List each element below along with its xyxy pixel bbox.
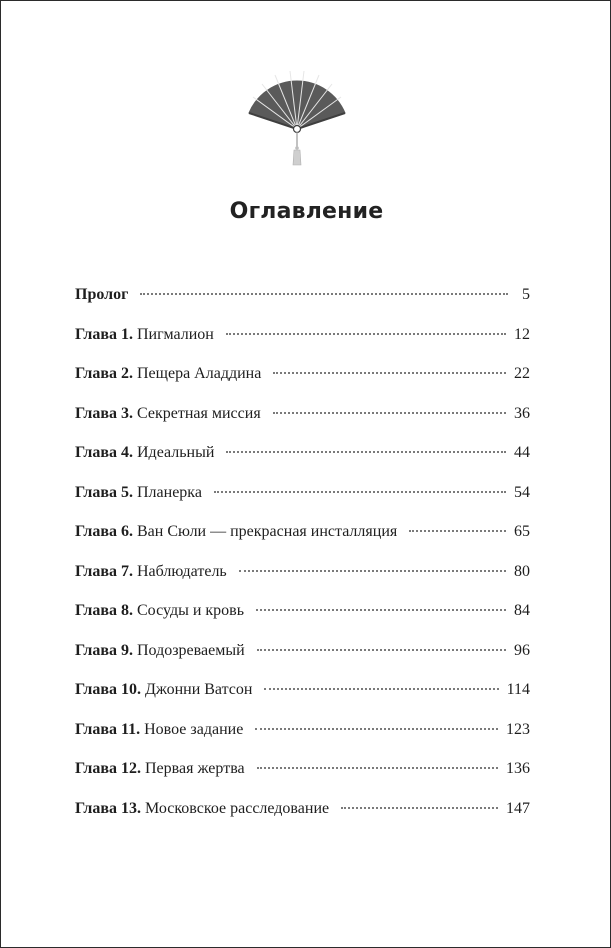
toc-chapter-label: Глава 13. — [75, 799, 141, 817]
toc-page-number: 12 — [514, 325, 530, 343]
dot-leader — [140, 293, 508, 295]
toc-chapter-label: Глава 3. — [75, 404, 133, 422]
toc-chapter-title: Первая жертва — [145, 760, 245, 777]
toc-page-number: 65 — [514, 523, 530, 540]
toc-page-number: 96 — [514, 641, 530, 659]
toc-page-number: 44 — [514, 444, 530, 461]
toc-entry — [75, 483, 530, 523]
toc-chapter-title: Джонни Ватсон — [145, 681, 253, 698]
dot-leader — [264, 688, 498, 690]
toc-chapter-label: Глава 9. — [75, 641, 133, 659]
toc-chapter-label: Глава 10. — [75, 681, 141, 698]
toc-chapter-label: Глава 1. — [75, 325, 133, 343]
toc-chapter-title: Московское расследование — [145, 799, 330, 817]
toc-page-number: 84 — [514, 602, 530, 619]
toc-chapter-label: Глава 11. — [75, 720, 141, 738]
toc-chapter-title: Идеальный — [137, 444, 215, 461]
toc-chapter-label: Глава 5. — [75, 483, 133, 501]
toc-entry — [75, 325, 530, 365]
toc-page-number: 22 — [514, 365, 530, 382]
toc-page-number: 36 — [514, 404, 530, 422]
toc-chapter-title: Планерка — [137, 483, 202, 501]
toc-entry — [75, 404, 530, 444]
dot-leader — [226, 451, 506, 453]
dot-leader — [341, 807, 498, 809]
toc-entry — [75, 364, 530, 404]
toc-chapter-title: Сосуды и кровь — [137, 602, 245, 619]
dot-leader — [239, 570, 506, 572]
toc-page-number: 123 — [506, 720, 530, 738]
toc-chapter-title: Секретная миссия — [137, 404, 261, 422]
dot-leader — [214, 491, 506, 493]
toc-page-number: 80 — [514, 562, 530, 580]
toc-chapter-title: Пигмалион — [137, 325, 214, 343]
dot-leader — [256, 609, 506, 611]
hand-fan-icon — [245, 69, 359, 169]
dot-leader — [257, 649, 506, 651]
dot-leader — [226, 333, 506, 335]
toc-chapter-label: Глава 8. — [75, 602, 133, 619]
toc-entry — [75, 720, 530, 760]
toc-chapter-title: Новое задание — [144, 720, 244, 738]
toc-chapter-label: Глава 6. — [75, 523, 133, 540]
toc-chapter-label: Глава 4. — [75, 444, 133, 461]
toc-chapter-label: Глава 7. — [75, 562, 133, 580]
toc-entry — [75, 522, 530, 562]
dot-leader — [273, 372, 506, 374]
toc-entry — [75, 759, 530, 799]
toc-chapter-label: Пролог — [75, 286, 129, 303]
toc-entry — [75, 601, 530, 641]
toc-chapter-title: Ван Сюли — прекрасная инсталляция — [137, 523, 398, 540]
toc-entry — [75, 562, 530, 602]
toc-page-number: 114 — [506, 681, 530, 698]
toc-page-number: 54 — [514, 483, 530, 501]
toc-chapter-label: Глава 12. — [75, 760, 141, 777]
toc-entry — [75, 443, 530, 483]
toc-chapter-title: Подозреваемый — [137, 641, 245, 659]
dot-leader — [257, 767, 498, 769]
toc-entry — [75, 799, 530, 839]
toc-entry — [75, 285, 530, 325]
toc-page-number: 147 — [506, 799, 530, 817]
toc-page-number: 5 — [522, 286, 530, 303]
dot-leader — [255, 728, 498, 730]
table-of-contents — [75, 285, 530, 838]
dot-leader — [409, 530, 506, 532]
toc-entry — [75, 641, 530, 681]
toc-chapter-label: Глава 2. — [75, 365, 133, 382]
toc-chapter-title: Наблюдатель — [137, 562, 227, 580]
dot-leader — [273, 412, 506, 414]
page-title: Оглавление — [229, 199, 384, 224]
toc-chapter-title: Пещера Аладдина — [137, 365, 262, 382]
toc-entry — [75, 680, 530, 720]
toc-page-number: 136 — [506, 760, 530, 777]
